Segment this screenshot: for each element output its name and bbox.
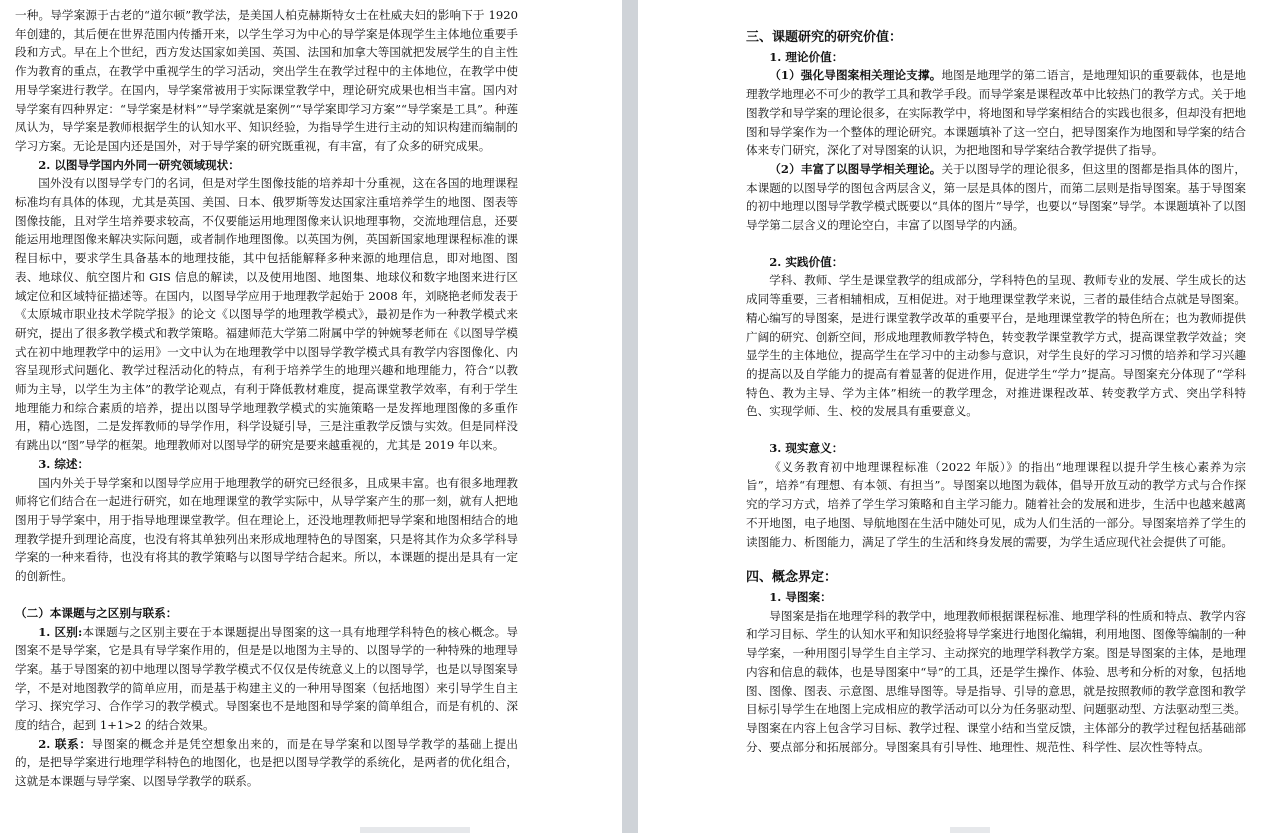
lead-relation: 2. 联系： <box>38 736 92 751</box>
heading-theory-value: 1. 理论价值： <box>769 49 844 64</box>
paragraph-summary: 国内外关于导学案和以图导学应用于地理教学的研究已经很多，且成果丰富。也有很多地理教师将它们结合在一起进行研究，如在地理课堂的教学实际中，从导学案产生的那一刻，就有人把地图用于导学案中，用于指导地理课堂教学。但在理论上，还没地理教师把导学案和地图相结合的地理教学提升到理论高度，也没有将其单独列出来形成地理特色的导图案，只是将其作为众多学科导学案的一种来看待，也没有将其的教学策略与以图导学结合起来。所以，本课题的提出是具有一定的创新性。 <box>15 475 518 584</box>
paragraph-practice-value: 学科、教师、学生是课堂教学的组成部分，学科特色的呈现、教师专业的发展、学生成长的达成同等重要，三者相辅相成，互相促进。对于地理课堂教学来说，三者的最佳结合点就是导图案。精心编写的导图案，是进行课堂教学改革的重要平台，是地理课堂教学的特色所在；也为教师提供广阔的研究、创新空间，形成地理教师教学特色，转变教学课堂教学方式，提高课堂教学效益；突显学生的主体地位，提高学生在学习中的主动参与意识，对学生良好的学习习惯的培养和学习兴趣的提高以及自学能力的提高有着显著的促进作用，促进学生“学力”提高。导图案充分体现了“学科特色、教为主导、学为主体”相统一的教学理念，对推进课程改革、转变教学方式、突出学科特色、实现学师、生、校的发展具有重要意义。 <box>746 273 1246 419</box>
paragraph-real-meaning: 《义务教育初中地理课程标准（2022 年版）》的指出“地理课程以提升学生核心素养为宗旨”，培养“有理想、有本领、有担当”。导图案以地图为载体，倡导开放互动的教学方式与合作探究的学习方式，培养了学生学习策略和自主学习能力。随着社会的发展和进步，生活中也越来越离不开地图，电子地图、导航地图在生活中随处可见，成为人们生活的一部分。导图案培养了学生的读图能力、析图能力，满足了学生的生活和终身发展的需要，为学生适应现代社会提供了可能。 <box>746 459 1246 549</box>
spacer <box>746 421 1246 439</box>
heading-daotuan: 1. 导图案： <box>769 589 832 604</box>
spacer <box>746 235 1246 253</box>
lead-difference: 1. 区别: <box>38 624 83 639</box>
heading-real-meaning: 3. 现实意义： <box>769 441 844 456</box>
paragraph-relation <box>15 735 518 791</box>
document-page-left <box>0 0 622 833</box>
paragraph-theory-value-1 <box>746 66 1246 160</box>
section-title-research-value: 三、课题研究的研究价值： <box>746 30 903 45</box>
spacer <box>15 586 518 604</box>
lead-theory-value-2: （2）丰富了以图导学相关理论。 <box>769 161 942 176</box>
section-title-difference-relation: （二）本课题与之区别与联系： <box>15 605 178 620</box>
paragraph-difference <box>15 623 518 735</box>
paragraph-yitu-daoxue-status: 国外没有以图导学专门的名词，但是对学生图像技能的培养却十分重视，这在各国的地理课程标准均有具体的体现，尤其是英国、美国、日本、俄罗斯等发达国家注重培养学生的地图、图表等图像技能，且对学生培养要求较高，不仅要能运用地理图像来认识地理事物，交流地理信息，还要能运用地理图像来解决实际问题，或者制作地理图像。以英国为例，英国新国家地理课程标准的课程目标中，要求学生具备基本的地理技能，其中包括能解释多种来源的地理信息，即对地图、图表、地球仪、航空图片和 GIS 信息的解读，以及使用地图、地图集、地球仪和数字地图来进行区域定位和区域特征描述等。在国内，以图导学应用于地理教学起始于 2008 年，刘晓艳老师发表于《太原城市职业技术学院学报》的论文《以图导学的地理教学模式》，最初是作为一种教学模式来研究，提出了很多教学模式和教学策略。福建师范大学第二附属中学的钟婉琴老师在《以图导学模式在初中地理教学中的运用》一文中认为在地理教学中以图导学教学模式具有教学内容图像化、内容呈现形式问题化、教学过程活动化的特点，有利于培养学生的地理兴趣和地理能力，符合“以教师为主导，以学生为主体”的教学论观点，有利于降低教材难度，提高课堂教学效率，有利于学生地理能力和综合素质的培养，提出以图导学地理教学模式的实施策略一是发挥地理图像的多重作用，精心选图，二是发挥教师的导学作用，科学设疑引导，三是注重教学反馈与实效。但是同样没有跳出以“图”导学的框架。地理教师对以图导学的研究是要来越重视的，尤其是 2019 年以来。 <box>15 176 518 453</box>
paragraph-theory-value-2 <box>746 160 1246 235</box>
text-theory-value-1: 地图是地理学的第二语言，是地理知识的重要载体，也是地理教学地理必不可少的教学工具和教学手段。而导学案是课程改革中比较热门的教学方式。关于地图教学和导学案的理论很多，在实际教学中，将地图和导学案相结合的实践也很多，但却没有把地图和导学案作为一个整体的理论研究。本课题填补了这一空白，把导图案作为地图和导学案的结合体来专门研究，深化了对导图案的认识，为把地图和导学案结合教学提供了指导。 <box>746 68 1246 158</box>
section-title-concept-definition: 四、概念界定： <box>746 570 838 586</box>
document-page-right <box>638 0 1262 833</box>
text-difference: 本课题与之区别主要在于本课题提出导图案的这一具有地理学科特色的核心概念。导图案不是导学案，它是具有导学案作用的，但是是以地图为主导的、以图导学的一种特殊的地理导学案。基于导图案的初中地理以图导学教学模式不仅仅是传统意义上的以图导学，也是以导图案导学，不是对地图教学的简单应用，而是基于构建主义的一种用导图案（包括地图）来引导学生自主学习、探究学习、合作学习的教学模式。导图案也不是地图和导学案的简单组合，而是有机的、深度的结合，起到 1+1>2 的结合效果。 <box>15 624 518 733</box>
heading-practice-value: 2. 实践价值： <box>769 254 844 269</box>
text-relation: 导图案的概念并是凭空想象出来的，而是在导学案和以图导学教学的基础上提出的，是把导学案进行地理学科特色的地图化，也是把以图导学教学的系统化，是两者的优化组合，这就是本课题与导学案、以图导学教学的联系。 <box>15 736 518 789</box>
horizontal-scroll-indicator-left[interactable] <box>360 827 470 833</box>
text-theory-value-2: 关于以图导学的理论很多，但这里的图都是指具体的图片，本课题的以图导学的图包含两层含义，第一层是具体的图片，而第二层则是指导图案。基于导图案的初中地理以图导学教学模式既要以“具体的图片”导学，也要以“导图案”导学。本课题填补了以图导学第二层含义的理论空白，丰富了以图导学的内涵。 <box>746 161 1246 233</box>
heading-summary: 3. 综述： <box>38 456 90 471</box>
paragraph-daotuan: 导图案是指在地理学科的教学中，地理教师根据课程标准、地理学科的性质和特点、教学内容和学习目标、学生的认知水平和知识经验将导学案进行地图化编辑，利用地图、图像等编制的一种导学案，一种用图引导学生自主学习、主动探究的地理学科教学方案。图是导图案的主体，是地理内容和信息的载体，也是导图案中“导”的工具，还是学生操作、体验、思考和分析的对象，包括地图、图像、图表、示意图、思维导图等。导是指导、引导的意思，就是按照教师的教学意图和教学目标引导学生在地图上完成相应的教学活动可以分为任务驱动型、问题驱动型、方法驱动型三类。导图案在内容上包含学习目标、教学过程、课堂小结和当堂反馈，主体部分的教学过程包括基础部分、要点部分和拓展部分。导图案具有引导性、地理性、规范性、科学性、层次性等特点。 <box>746 608 1246 754</box>
horizontal-scroll-indicator-right[interactable] <box>950 827 990 833</box>
heading-yitu-daoxue-status: 2. 以图导学国内外同一研究领域现状： <box>38 157 240 172</box>
lead-theory-value-1: （1）强化导图案相关理论支撑。 <box>769 68 942 83</box>
paragraph-daoxuean-origin: 一种。导学案源于古老的“道尔顿”教学法，是美国人柏克赫斯特女士在杜威夫妇的影响下于 1920 年创建的，其后便在世界范围内传播开来，以学生学习为中心的导学案是体现学生主体地位重要手段和方式。早在上个世纪，西方发达国家如美国、英国、法国和加拿大等国就把发展学生的自主性作为教育的重点，在教学中重视学生的学习活动，突出学生在教学过程中的主体地位，在教学中使用导学案进行教学。在国内，导学案常被用于实际课堂教学中，理论研究成果也相当丰富。国内对导学案有四种界定：“导学案是材料”“导学案就是案例”“导学案即学习方案”“导学案是工具”。种莲凤认为，导学案是教师根据学生的认知水平、知识经验，为指导学生进行主动的知识构建而编制的学习方案。无论是国内还是国外，对于导学案的研究既重视，有丰富，有了众多的研究成果。 <box>15 8 518 153</box>
